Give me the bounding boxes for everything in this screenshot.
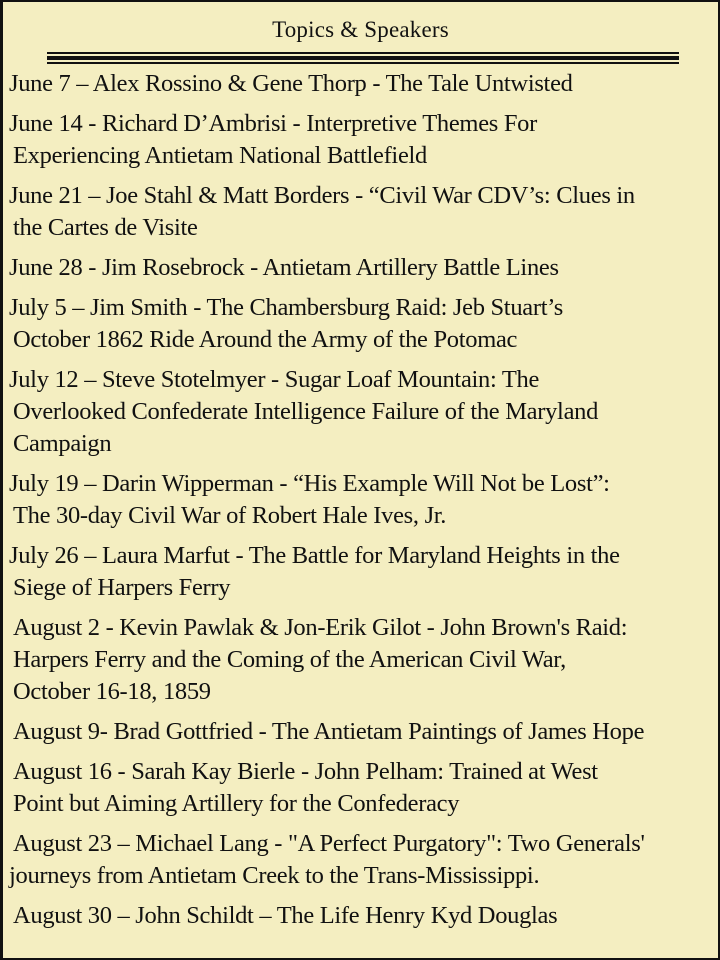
- event-line: June 14 - Richard D’Ambrisi - Interpretive Themes For: [9, 110, 537, 137]
- event-line: July 5 – Jim Smith - The Chambersburg Raid: Jeb Stuart’s: [9, 294, 563, 321]
- event-line: Experiencing Antietam National Battlefield: [13, 142, 427, 169]
- event-line: July 19 – Darin Wipperman - “His Example Will Not be Lost”:: [9, 470, 610, 497]
- event-item: [9, 540, 714, 604]
- event-line: Harpers Ferry and the Coming of the American Civil War,: [13, 646, 566, 673]
- event-line: August 16 - Sarah Kay Bierle - John Pelham: Trained at West: [13, 758, 598, 785]
- event-line: the Cartes de Visite: [13, 214, 198, 241]
- divider-rule-thick: [47, 56, 679, 60]
- event-item: [9, 612, 714, 708]
- page-title: Topics & Speakers: [272, 17, 449, 42]
- event-line: Overlooked Confederate Intelligence Failure of the Maryland: [13, 398, 599, 425]
- event-line: August 9- Brad Gottfried - The Antietam Paintings of James Hope: [13, 718, 645, 745]
- event-item: [9, 716, 714, 748]
- event-item: [9, 108, 714, 172]
- event-line: October 16-18, 1859: [13, 678, 211, 705]
- event-item: [9, 756, 714, 820]
- event-line: Point but Aiming Artillery for the Confederacy: [13, 790, 460, 817]
- event-line: October 1862 Ride Around the Army of the Potomac: [13, 326, 518, 353]
- event-line: August 2 - Kevin Pawlak & Jon-Erik Gilot - John Brown's Raid:: [13, 614, 628, 641]
- event-line: July 12 – Steve Stotelmyer - Sugar Loaf Mountain: The: [9, 366, 540, 393]
- event-line: The 30-day Civil War of Robert Hale Ives, Jr.: [13, 502, 447, 529]
- divider-rule-thin-bottom: [47, 62, 679, 64]
- event-item: [9, 468, 714, 532]
- event-item: [9, 68, 714, 100]
- event-line: June 28 - Jim Rosebrock - Antietam Artillery Battle Lines: [9, 254, 559, 281]
- event-line: August 30 – John Schildt – The Life Henry Kyd Douglas: [13, 902, 558, 929]
- event-line: Campaign: [13, 430, 112, 457]
- event-item: [9, 292, 714, 356]
- event-line: Siege of Harpers Ferry: [13, 574, 231, 601]
- event-line: journeys from Antietam Creek to the Trans-Mississippi.: [9, 862, 540, 889]
- event-list: [9, 68, 714, 940]
- event-line: June 7 – Alex Rossino & Gene Thorp - The Tale Untwisted: [9, 70, 573, 97]
- event-line: July 26 – Laura Marfut - The Battle for Maryland Heights in the: [9, 542, 620, 569]
- event-line: June 21 – Joe Stahl & Matt Borders - “Civil War CDV’s: Clues in: [9, 182, 635, 209]
- event-item: [9, 364, 714, 460]
- event-item: [9, 828, 714, 892]
- event-line: August 23 – Michael Lang - "A Perfect Purgatory": Two Generals': [13, 830, 645, 857]
- divider-rule-thin-top: [47, 52, 679, 54]
- event-item: [9, 180, 714, 244]
- triple-rule-divider: [47, 50, 679, 65]
- event-item: [9, 252, 714, 284]
- event-item: [9, 900, 714, 932]
